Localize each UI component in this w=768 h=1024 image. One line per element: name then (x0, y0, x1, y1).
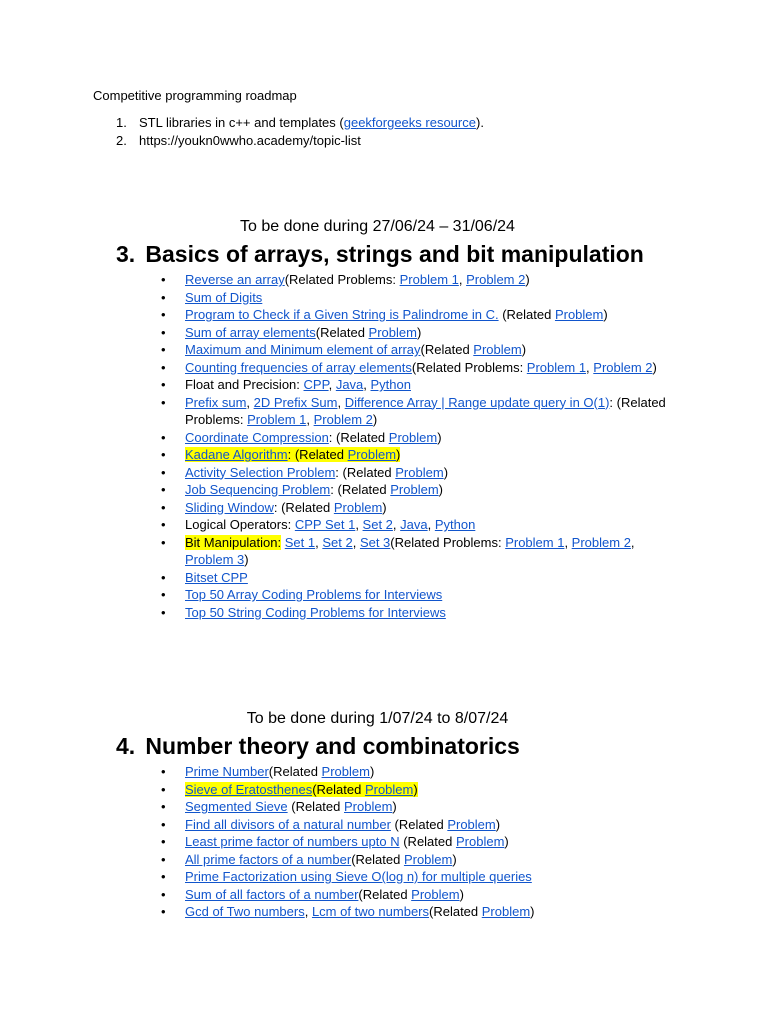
item-content (185, 587, 442, 602)
link[interactable]: Sliding Window (185, 499, 274, 515)
bullet-icon: • (161, 886, 166, 902)
link[interactable]: Activity Selection Problem (185, 464, 336, 480)
link[interactable]: All prime factors of a number (185, 851, 352, 867)
link[interactable]: Find all divisors of a natural number (185, 816, 391, 832)
link[interactable]: Bitset CPP (185, 569, 248, 585)
link[interactable]: geekforgeeks resource (343, 115, 476, 130)
bullet-icon: • (161, 499, 166, 515)
text-run: , (564, 534, 572, 550)
link[interactable]: Problem 3 (185, 552, 245, 567)
link[interactable]: CPP Set 1 (294, 517, 356, 532)
link[interactable]: Problem (344, 799, 393, 814)
link[interactable]: Set 3 (359, 534, 391, 550)
item-content (185, 869, 532, 884)
text-run: , (315, 534, 323, 550)
text-run: ) (504, 834, 509, 849)
bullet-icon: • (161, 799, 166, 814)
bullet-icon: • (161, 869, 166, 884)
text-run: ) (603, 307, 608, 322)
text-run: : (Related Problems: (185, 394, 666, 427)
text-run: ) (495, 816, 501, 832)
bullet-icon: • (161, 781, 166, 797)
link[interactable]: Problem 2 (313, 412, 373, 427)
text-run: : (Related (328, 429, 389, 445)
text-run: : (Related (273, 499, 334, 515)
link[interactable]: Problem 2 (593, 359, 653, 375)
link[interactable]: Problem (388, 429, 438, 445)
bullet-icon: • (161, 429, 166, 445)
item-content (185, 834, 509, 849)
text-run: ). (475, 115, 484, 130)
link[interactable]: Problem (447, 816, 496, 832)
link[interactable]: Problem (333, 499, 383, 515)
link[interactable]: Set 2 (362, 517, 393, 532)
bullet-icon: • (161, 587, 166, 602)
list-item (0, 886, 680, 904)
list-item (0, 341, 680, 359)
bullet-icon: • (161, 342, 166, 357)
text-run: (Related (312, 781, 365, 797)
text-run: (Related Problems: (284, 272, 400, 287)
bullet-icon: • (161, 517, 166, 532)
text-run: (Related (268, 764, 322, 779)
item-content (185, 325, 421, 340)
link[interactable]: Problem (411, 886, 460, 902)
list-item (0, 763, 680, 781)
text-run: , (306, 412, 314, 427)
link[interactable]: Problem (481, 904, 531, 919)
bullet-icon: • (161, 534, 166, 550)
text-run: (Related (390, 816, 448, 832)
link[interactable]: Problem (455, 834, 505, 849)
list-item (0, 868, 680, 886)
text-run: ) (416, 324, 422, 340)
item-content (185, 447, 400, 462)
list-item (0, 516, 680, 534)
bullet-icon: • (161, 764, 166, 779)
list-item (0, 604, 680, 622)
link[interactable]: Problem 1 (505, 534, 565, 550)
intro-item (0, 114, 768, 132)
text-run: ) (413, 781, 418, 797)
text-run: ) (525, 272, 530, 287)
text-run: Bit Manipulation: (185, 534, 282, 550)
text-run: , (586, 359, 594, 375)
list-item (0, 586, 680, 604)
text-run: (Related Problems: (390, 534, 506, 550)
topic-list (0, 271, 680, 621)
item-content (185, 782, 418, 797)
text-run: , (630, 534, 635, 550)
link[interactable]: Reverse an array (185, 272, 285, 287)
intro-item (0, 132, 768, 150)
bullet-icon: • (161, 569, 166, 585)
link[interactable]: CPP (303, 377, 329, 392)
link[interactable]: Difference Array | Range update query in O(1) (344, 394, 610, 410)
bullet-icon: • (161, 816, 166, 832)
text-run: , (304, 904, 312, 919)
text-run: ) (530, 904, 535, 919)
item-content (185, 377, 411, 392)
text-run: (Related (399, 834, 456, 849)
intro-list (0, 114, 768, 149)
list-item (0, 534, 680, 569)
item-content (185, 290, 262, 305)
link[interactable]: Prime Number (185, 764, 269, 779)
item-content (185, 430, 442, 445)
section-number: 4. (116, 733, 136, 759)
item-content (185, 395, 666, 428)
text-run: (Related (287, 799, 344, 814)
text-run: , (427, 517, 435, 532)
list-number: 1. (116, 115, 127, 130)
list-number: 2. (116, 132, 127, 148)
bullet-icon: • (161, 272, 166, 287)
item-content (185, 360, 657, 375)
item-content (185, 535, 635, 568)
link[interactable]: Kadane Algorithm (185, 447, 288, 462)
list-item (0, 499, 680, 517)
link[interactable]: Problem (403, 851, 453, 867)
section-number: 3. (116, 241, 136, 267)
link[interactable]: Problem 1 (526, 359, 587, 375)
text-run: ) (372, 412, 378, 427)
list-item (0, 851, 680, 869)
link[interactable]: Sum of all factors of a number (185, 886, 359, 902)
link[interactable]: Least prime factor of numbers upto N (185, 834, 400, 849)
bullet-icon: • (161, 464, 166, 480)
text-run: ) (369, 764, 375, 779)
link[interactable]: Segmented Sieve (185, 799, 288, 814)
text-run: ) (521, 342, 527, 357)
link[interactable]: Problem (473, 342, 522, 357)
link[interactable]: Top 50 Array Coding Problems for Interviews (185, 587, 443, 602)
link[interactable]: 2D Prefix Sum (253, 394, 338, 410)
bullet-icon: • (161, 377, 166, 392)
list-item (0, 781, 680, 799)
bullet-icon: • (161, 289, 166, 305)
item-content (185, 465, 448, 480)
section-title: Number theory and combinatorics (145, 733, 520, 759)
link[interactable]: Counting frequencies of array elements (185, 359, 412, 375)
topic-list (0, 763, 680, 921)
text-run: Float and Precision: (185, 377, 304, 392)
bullet-icon: • (161, 904, 166, 919)
link[interactable]: Top 50 String Coding Problems for Interviews (185, 604, 446, 620)
text-run: (Related (315, 324, 369, 340)
link[interactable]: Maximum and Minimum element of array (185, 342, 421, 357)
bullet-icon: • (161, 447, 166, 462)
item-content (185, 605, 446, 620)
list-item (0, 324, 680, 342)
section-heading (116, 732, 520, 760)
item-content (185, 817, 500, 832)
link[interactable]: Problem (364, 781, 414, 797)
link[interactable]: Set 1 (284, 534, 316, 550)
bullet-icon: • (161, 394, 166, 410)
list-item (0, 429, 680, 447)
list-item (0, 816, 680, 834)
item-content (185, 799, 397, 814)
text-run: , (392, 517, 401, 532)
text-run: : (Related (330, 482, 391, 497)
list-item (0, 481, 680, 499)
link[interactable]: Sieve of Eratosthenes (185, 781, 313, 797)
text-run: (Related (358, 886, 412, 902)
text-run: , (363, 377, 371, 392)
link[interactable]: Problem 1 (247, 412, 307, 427)
item-content (185, 570, 248, 585)
item-content (185, 342, 526, 357)
bullet-icon: • (161, 324, 166, 340)
link[interactable]: Coordinate Compression (185, 429, 329, 445)
text-run: ) (396, 447, 401, 462)
list-item (0, 446, 680, 464)
item-content (185, 272, 530, 287)
text-run: ) (244, 552, 249, 567)
text-run: (Related (498, 307, 555, 322)
link[interactable]: Problem 2 (571, 534, 631, 550)
text-run: ) (382, 499, 387, 515)
link[interactable]: Problem 1 (399, 272, 459, 287)
document-title: Competitive programming roadmap (93, 88, 297, 103)
link[interactable]: Job Sequencing Problem (185, 482, 331, 497)
text-run: (Related Problems: (411, 359, 527, 375)
list-item (0, 798, 680, 816)
text-run: ) (452, 851, 457, 867)
text-run: (Related (351, 851, 404, 867)
list-item (0, 376, 680, 394)
text-run: , (337, 394, 345, 410)
text-run: Logical Operators: (185, 517, 295, 532)
list-item (0, 359, 680, 377)
link[interactable]: Sum of array elements (185, 324, 316, 340)
list-item (0, 833, 680, 851)
link[interactable]: Problem 2 (466, 272, 526, 287)
item-content (185, 307, 608, 322)
item-content (185, 517, 475, 532)
text-run: STL libraries in c++ and templates ( (139, 115, 344, 130)
item-content (185, 764, 374, 779)
section-heading (116, 240, 644, 268)
item-content (185, 904, 535, 919)
section-title: Basics of arrays, strings and bit manipulation (145, 241, 644, 267)
bullet-icon: • (161, 482, 166, 497)
list-item (0, 271, 680, 289)
link[interactable]: Problem (395, 464, 444, 480)
list-item (0, 903, 680, 921)
text-run: : (Related (335, 464, 396, 480)
link[interactable]: Java (335, 377, 364, 392)
bullet-icon: • (161, 851, 166, 867)
link[interactable]: Problem (554, 307, 604, 322)
link[interactable]: Python (434, 517, 476, 532)
section-date: To be done during 27/06/24 – 31/06/24 (240, 218, 515, 235)
link[interactable]: Program to Check if a Given String is Palindrome in C. (185, 307, 499, 322)
text-run: , (352, 534, 360, 550)
text-run: https://youkn0wwho.academy/topic-list (139, 132, 361, 148)
link[interactable]: Problem (390, 482, 439, 497)
item-content (185, 887, 464, 902)
text-run: ) (459, 886, 464, 902)
text-run: , (458, 272, 467, 287)
link[interactable]: Prime Factorization using Sieve O(log n) for multiple queries (185, 869, 532, 884)
text-run: (Related (420, 342, 474, 357)
link[interactable]: Problem (321, 764, 370, 779)
link[interactable]: Gcd of Two numbers (185, 904, 305, 919)
link[interactable]: Java (400, 517, 428, 532)
link[interactable]: Prefix sum (185, 394, 247, 410)
section-date: To be done during 1/07/24 to 8/07/24 (246, 710, 509, 727)
text-run: : (Related (287, 447, 348, 462)
text-run: ) (437, 429, 442, 445)
text-run: ) (443, 464, 449, 480)
text-run: ) (652, 359, 657, 375)
text-run: , (355, 517, 363, 532)
bullet-icon: • (161, 307, 166, 322)
item-content (185, 500, 387, 515)
bullet-icon: • (161, 359, 166, 375)
link[interactable]: Lcm of two numbers (311, 904, 429, 919)
list-item (0, 306, 680, 324)
list-item (0, 394, 680, 429)
text-run: (Related (429, 904, 482, 919)
link[interactable]: Set 2 (322, 534, 353, 550)
item-content (185, 482, 443, 497)
text-run: , (328, 377, 336, 392)
link[interactable]: Problem (368, 324, 417, 340)
item-content (185, 852, 457, 867)
list-item (0, 464, 680, 482)
text-run: ) (438, 482, 444, 497)
text-run: , (246, 394, 254, 410)
bullet-icon: • (161, 834, 166, 849)
text-run: ) (392, 799, 397, 814)
link[interactable]: Problem (347, 447, 397, 462)
list-item (0, 289, 680, 307)
bullet-icon: • (161, 604, 166, 620)
list-item (0, 569, 680, 587)
link[interactable]: Python (370, 377, 411, 392)
link[interactable]: Sum of Digits (185, 289, 263, 305)
